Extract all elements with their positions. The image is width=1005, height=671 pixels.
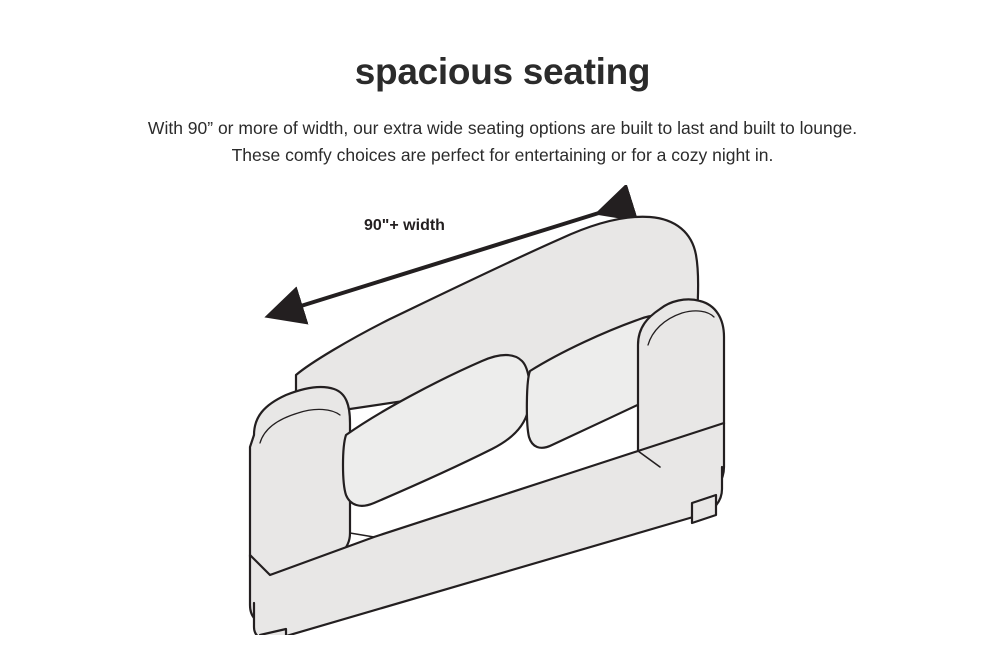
width-dimension-label: 90"+ width — [364, 217, 445, 234]
description-line-1: With 90” or more of width, our extra wide seating options are built to last and built to lounge. — [147, 118, 858, 138]
sofa-line-drawing — [230, 185, 790, 635]
description-line-2: These comfy choices are perfect for entertaining or for a cozy night in. — [231, 145, 774, 166]
page-title: spacious seating — [354, 51, 651, 92]
description-text — [0, 115, 1005, 169]
